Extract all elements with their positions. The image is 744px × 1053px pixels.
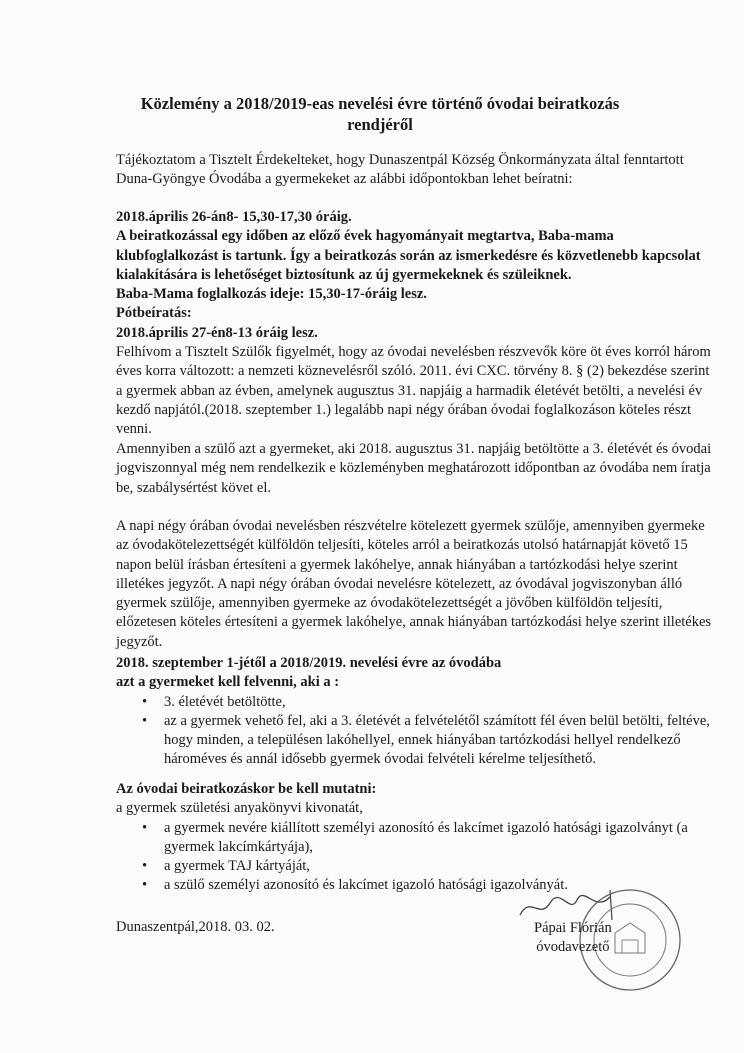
paragraph-abroad: A napi négy órában óvodai nevelésben részvételre kötelezett gyermek szülője, amennyiben gyermeke az óvodakötelezettségét külföldön teljesíti, köteles arról a beiratkozás utolsó határnapját követő 15 napon belül írásban értesíteni a gyermek lakóhelye, annak hiányában a tartózkodási helye szerint illetékes jegyzőt. A napi négy órában óvodai nevelésre kötelezett, az óvodával jogviszonyban álló gyermek szülője, amennyiben gyermeke az óvodakötelezettségét a jövőben külföldön teljesíti, előzetesen köteles értesíteni a gyermek lakóhelye, annak hiányában tartózkodási helye szerint illetékes jegyzőt. xyxy=(116,518,712,650)
title-line-1: Közlemény a 2018/2019-eas nevelési évre történő óvodai beiratkozás xyxy=(140,94,620,113)
list-item: • 3. életévét betöltötte, xyxy=(116,693,716,712)
potbeiratas-label: Pótbeíratás: xyxy=(116,305,192,322)
admission-heading-1: 2018. szeptember 1-jétől a 2018/2019. nevelési évre az óvodába xyxy=(116,655,502,671)
place-and-date: Dunaszentpál,2018. 03. 02. xyxy=(116,919,275,935)
signer-title: óvodavezető xyxy=(536,939,610,955)
admission-list xyxy=(116,693,716,770)
dates-block xyxy=(116,208,716,343)
paragraph-attendance: Felhívom a Tisztelt Szülők figyelmét, hogy az óvodai nevelésben részvevők köre öt éves korról három éves korra változott: a nemzeti köznevelésről szóló. 2011. évi CXC. törvény 8. § (2) bekezdése szerint a gyermek abban az évben, amelynek augusztus 31. napjáig a harmadik életévét betölti, a nevelési év kezdő napjától.(2018. szeptember 1.) legalább napi négy órában óvodai foglalkozáson köteles részt venni. xyxy=(116,344,711,438)
baba-mama-time: Baba-Mama foglalkozás ideje: 15,30-17-óráig lesz. xyxy=(116,286,427,303)
section-admission xyxy=(116,654,716,770)
documents-lead: a gyermek születési anyakönyvi kivonatát, xyxy=(116,800,363,817)
intro-paragraph: Tájékoztatom a Tisztelt Érdekelteket, hogy Dunaszentpál Község Önkormányzata által fenntartott Duna-Gyöngye Óvodába a gyermekeket az alábbi időpontokban lehet beíratni: xyxy=(116,152,684,188)
documents-heading: Az óvodai beiratkozáskor be kell mutatni: xyxy=(116,781,377,797)
section-documents xyxy=(116,780,716,896)
list-item: • a gyermek nevére kiállított személyi azonosító és lakcímet igazoló hatósági igazolványt (a gyermek lakcímkártyája), xyxy=(116,819,716,858)
signature-block xyxy=(534,919,612,957)
date-main: 2018.április 26-án8- 15,30-17,30 óráig. xyxy=(116,209,352,225)
title-line-2: rendjéről xyxy=(347,115,413,134)
paragraph-offence: Amennyiben a szülő azt a gyermeket, aki 2018. augusztus 31. napjáig betöltötte a 3. életévét és óvodai jogviszonnyal még nem rendelkezik e közleményben meghatározott időpontban az óvodába nem íratja be, szabálysértést követ el. xyxy=(116,441,712,496)
potbeiratas-date: 2018.április 27-én8-13 óráig lesz. xyxy=(116,324,318,341)
admission-heading-2: azt a gyermeket kell felvenni, aki a : xyxy=(116,674,340,691)
document-title xyxy=(100,93,660,135)
list-item: • az a gyermek vehető fel, aki a 3. életévét a felvételétől számított fél éven belül betölti, feltéve, hogy minden, a településen lakóhellyel, ennek hiányában tartózkodási hellyel rendelkező hároméves és annál idősebb gyermek óvodai felvételi kérelme teljesíthető. xyxy=(116,712,716,770)
signer-name: Pápai Flórián xyxy=(534,920,612,936)
list-item: • a szülő személyi azonosító és lakcímet igazoló hatósági igazolványát. xyxy=(116,876,716,895)
baba-mama-info: A beiratkozással egy időben az előző évek hagyományait megtartva, Baba-mama klubfoglalkozást is tartunk. Így a beiratkozás során az ismerkedésre és közvetlenebb kapcsolat kialakítására is lehetőséget biztosítunk az új gyermekeknek és szüleiknek. xyxy=(116,228,701,283)
list-item: • a gyermek TAJ kártyáját, xyxy=(116,857,716,876)
